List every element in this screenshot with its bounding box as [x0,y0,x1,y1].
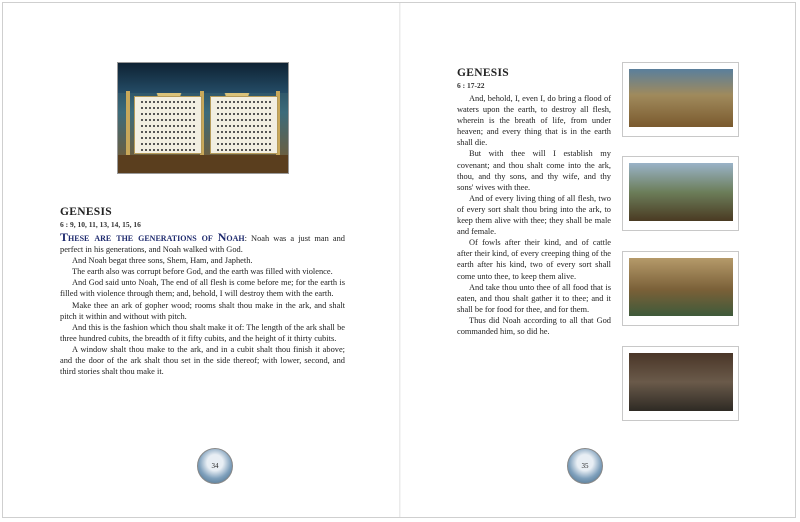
right-paragraph-6: Thus did Noah according to all that God commanded him, so did he. [457,315,611,336]
left-paragraph-6: And this is the fashion which thou shalt make it of: The length of the ark shall be three hundred cubits, the breadth of it fifty cubits, and the height of it thirty cubits. [60,322,345,343]
right-paragraph-5: And take thou unto thee of all food that is eaten, and thou shalt gather it to thee; and it shall be for food for thee, and for them. [457,282,611,314]
left-paragraph-2: And Noah begat three sons, Shem, Ham, and Japheth. [72,256,253,266]
right-paragraph-3: And of every living thing of all flesh, two of every sort shalt thou bring into the ark, to keep them alive with thee; they shall be male and female. [457,193,611,237]
ark-building-image [622,62,739,137]
right-verse-reference: 6 : 17-22 [457,81,485,90]
left-paragraph-5: Make thee an ark of gopher wood; rooms shalt thou make in the ark, and shalt pitch it within and without with pitch. [60,300,345,321]
left-verse-reference: 6 : 9, 10, 11, 13, 14, 15, 16 [60,220,141,229]
right-paragraph-2: But with thee will I establish my covenant; and thou shalt come into the ark, thou, and thy sons, and thy wife, and thy sons' wives with thee. [457,149,611,192]
left-paragraph-4: And God said unto Noah, The end of all flesh is come before me; for the earth is filled with violence through them; and, behold, I will destroy them with the earth. [60,278,345,299]
animals-procession-image [622,156,739,231]
left-paragraph-1: These are the generations of Noah: Noah was a just man and perfect in his generations, and Noah walked with God. [60,230,345,255]
left-paragraph-7: A window shalt thou make to the ark, and in a cubit shalt thou finish it above; and the door of the ark shalt thou set in the side thereof; with lower, second, and third stories shalt thou make it. [60,344,345,377]
right-body-text [457,93,611,337]
left-page-number: 34 [197,448,233,484]
left-body-text [60,232,345,377]
ark-animals-boarding-image [622,251,739,326]
lead-phrase: These are the generations of Noah [60,230,245,244]
tablets-illustration [117,62,289,174]
right-paragraph-4: Of fowls after their kind, and of cattle after their kind, of every creeping thing of the earth after his kind, two of every sort shall come unto thee, to keep them alive. [457,238,611,281]
animals-gathering-image [622,346,739,421]
right-paragraph-1: And, behold, I, even I, do bring a flood of waters upon the earth, to destroy all flesh, wherein is the breath of life, from under heaven; and every thing that is in the earth shall die. [457,94,611,148]
left-book-title: GENESIS [60,206,112,218]
left-paragraph-3: The earth also was corrupt before God, and the earth was filled with violence. [72,267,333,277]
right-book-title: GENESIS [457,67,509,79]
book-spine [399,3,401,517]
right-page-number: 35 [567,448,603,484]
